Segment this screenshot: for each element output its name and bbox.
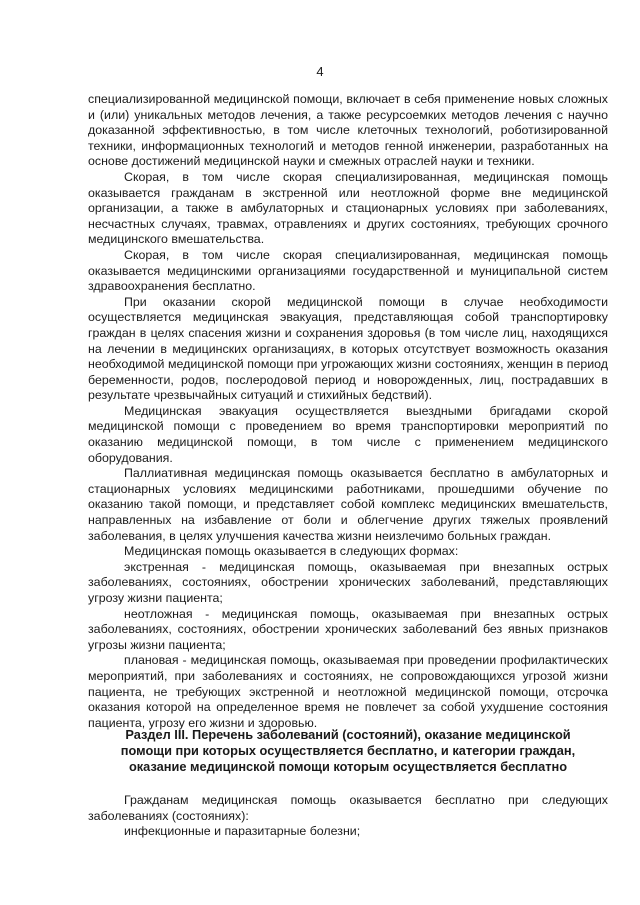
paragraph-form-urgent: неотложная - медицинская помощь, оказываемая при внезапных острых заболеваниях, состояниях, обострении хронических заболеваний без явных признаков угрозы жизни пациента; xyxy=(88,606,608,652)
section-body xyxy=(88,793,608,840)
paragraph-palliative-care: Паллиативная медицинская помощь оказывается бесплатно в амбулаторных и стационарных условиях медицинскими работниками, прошедшими обучение по оказанию такой помощи, и представляет собой комплекс медицинских вмешательств, направленных на избавление от боли и облегчение других тяжелых проявлений заболевания, в целях улучшения качества жизни неизлечимо больных граждан. xyxy=(88,466,608,543)
paragraph-continuation: специализированной медицинской помощи, включает в себя применение новых сложных и (или) уникальных методов лечения, а также ресурсоемких методов лечения с научно доказанной эффективностью, в том числе клеточных технологий, роботизированной техники, информационных технологий и методов генной инженерии, разработанных на основе достижений медицинской науки и смежных отраслей науки и техники. xyxy=(88,92,608,169)
paragraph-emergency-care-free: Скорая, в том числе скорая специализированная, медицинская помощь оказывается медицинскими организациями государственной и муниципальной систем здравоохранения бесплатно. xyxy=(88,247,608,294)
paragraph-evacuation-teams: Медицинская эвакуация осуществляется выездными бригадами скорой медицинской помощи с проведением во время транспортировки мероприятий по оказанию медицинской помощи, в том числе с применением медицинского оборудования. xyxy=(88,403,608,465)
paragraph-infectious-diseases: инфекционные и паразитарные болезни; xyxy=(124,824,361,839)
section-heading xyxy=(88,727,608,775)
document-body xyxy=(88,92,608,731)
section-heading-line: Раздел III. Перечень заболеваний (состояний), оказание медицинской xyxy=(125,727,571,742)
paragraph-emergency-care: Скорая, в том числе скорая специализированная, медицинская помощь оказывается гражданам в экстренной или неотложной форме вне медицинской организации, а также в амбулаторных и стационарных условиях при заболеваниях, несчастных случаях, травмах, отравлениях и других состояниях, требующих срочного медицинского вмешательства. xyxy=(88,169,608,247)
paragraph-care-forms-intro: Медицинская помощь оказывается в следующих формах: xyxy=(124,544,459,559)
page-number: 4 xyxy=(316,64,324,79)
paragraph-form-planned: плановая - медицинская помощь, оказываемая при проведении профилактических мероприятий, при заболеваниях и состояниях, не сопровождающихся угрозой жизни пациента, не требующих экстренной и неотложной медицинской помощи, отсрочка оказания которой на определенное время не повлечет за собой ухудшение состояния пациента, угрозу его жизни и здоровью. xyxy=(88,653,608,730)
paragraph-free-care-conditions: Гражданам медицинская помощь оказывается бесплатно при следующих заболеваниях (состояниях): xyxy=(88,793,608,823)
section-heading-line: помощи при которых осуществляется бесплатно, и категории граждан, xyxy=(120,743,576,758)
paragraph-medical-evacuation: При оказании скорой медицинской помощи в случае необходимости осуществляется медицинская эвакуация, представляющая собой транспортировку граждан в целях спасения жизни и сохранения здоровья (в том числе лиц, находящихся на лечении в медицинских организациях, в которых отсутствует возможность оказания необходимой медицинской помощи при угрожающих жизни состояниях, женщин в период беременности, родов, послеродовой период и новорожденных, лиц, пострадавших в результате чрезвычайных ситуаций и стихийных бедствий). xyxy=(88,294,608,403)
section-heading-line: оказание медицинской помощи которым осуществляется бесплатно xyxy=(128,759,568,774)
paragraph-form-emergency: экстренная - медицинская помощь, оказываемая при внезапных острых заболеваниях, состояниях, обострении хронических заболеваний, представляющих угрозу жизни пациента; xyxy=(88,559,608,605)
